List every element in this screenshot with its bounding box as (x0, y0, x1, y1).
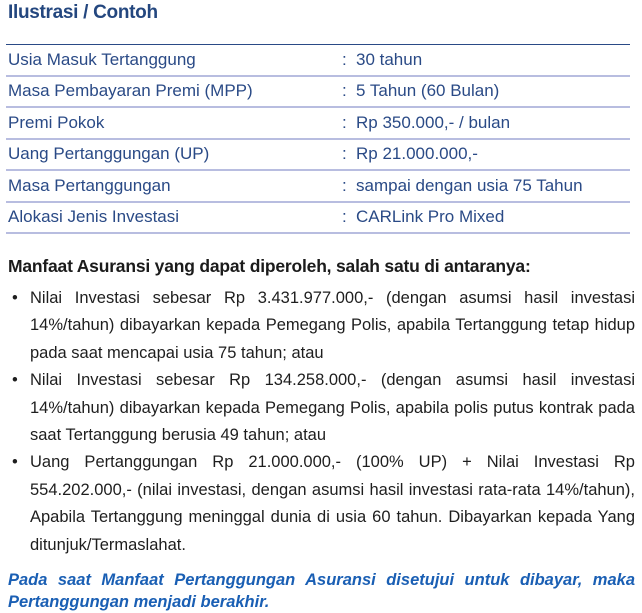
row-value: CARLink Pro Mixed (356, 207, 505, 227)
table-row (6, 45, 630, 77)
row-value: sampai dengan usia 75 Tahun (356, 175, 583, 195)
bullet-icon: • (12, 453, 18, 472)
row-label: Usia Masuk Tertanggung (8, 49, 196, 69)
row-label: Alokasi Jenis Investasi (8, 207, 180, 227)
row-value: Rp 350.000,- / bulan (356, 112, 511, 132)
row-value: Rp 21.000.000,- (356, 144, 478, 164)
row-value: 30 tahun (356, 49, 423, 69)
row-label: Masa Pertanggungan (8, 175, 171, 195)
termination-note: Pada saat Manfaat Pertanggungan Asuransi disetujui untuk dibayar, maka Pertanggungan menjadi berakhir. (8, 571, 635, 611)
table-row (6, 140, 630, 172)
table-row (6, 171, 630, 203)
row-separator: : (342, 81, 347, 101)
row-separator: : (342, 49, 347, 69)
benefit-text: Nilai Investasi sebesar Rp 134.258.000,- (dengan asumsi hasil investasi 14%/tahun) dibayarkan kepada Pemegang Polis, apabila polis putus kontrak pada saat Tertanggung berusia 49 tahun; atau (30, 371, 635, 445)
bullet-icon: • (12, 289, 18, 307)
row-separator: : (342, 207, 347, 227)
illustration-table (6, 44, 630, 234)
benefits-list (8, 285, 635, 559)
list-item (8, 367, 635, 449)
list-item (8, 449, 635, 559)
row-label: Premi Pokok (8, 112, 105, 132)
row-separator: : (342, 144, 347, 164)
row-value: 5 Tahun (60 Bulan) (356, 81, 500, 101)
section-title: Ilustrasi / Contoh (8, 2, 158, 23)
row-separator: : (342, 112, 347, 132)
benefit-text: Uang Pertanggungan Rp 21.000.000,- (100% UP) + Nilai Investasi Rp 554.202.000,- (nilai investasi, dengan asumsi hasil investasi rata-rata 14%/tahun), Apabila Tertanggung meninggal dunia di usia 60 tahun. Dibayarkan kepada Yang ditunjuk/Termaslahat. (30, 453, 635, 554)
row-separator: : (342, 175, 347, 195)
table-row (6, 77, 630, 109)
row-label: Masa Pembayaran Premi (MPP) (8, 81, 253, 101)
benefit-text: Nilai Investasi sebesar Rp 3.431.977.000,- (dengan asumsi hasil investasi 14%/tahun) dibayarkan kepada Pemegang Polis, apabila Tertanggung tetap hidup pada saat mencapai usia 75 tahun; atau (30, 289, 635, 362)
benefits-heading: Manfaat Asuransi yang dapat diperoleh, salah satu di antaranya: (8, 256, 531, 276)
row-label: Uang Pertanggungan (UP) (8, 144, 210, 164)
bullet-icon: • (12, 371, 18, 390)
table-row (6, 108, 630, 140)
table-row (6, 203, 630, 235)
list-item (8, 285, 635, 367)
